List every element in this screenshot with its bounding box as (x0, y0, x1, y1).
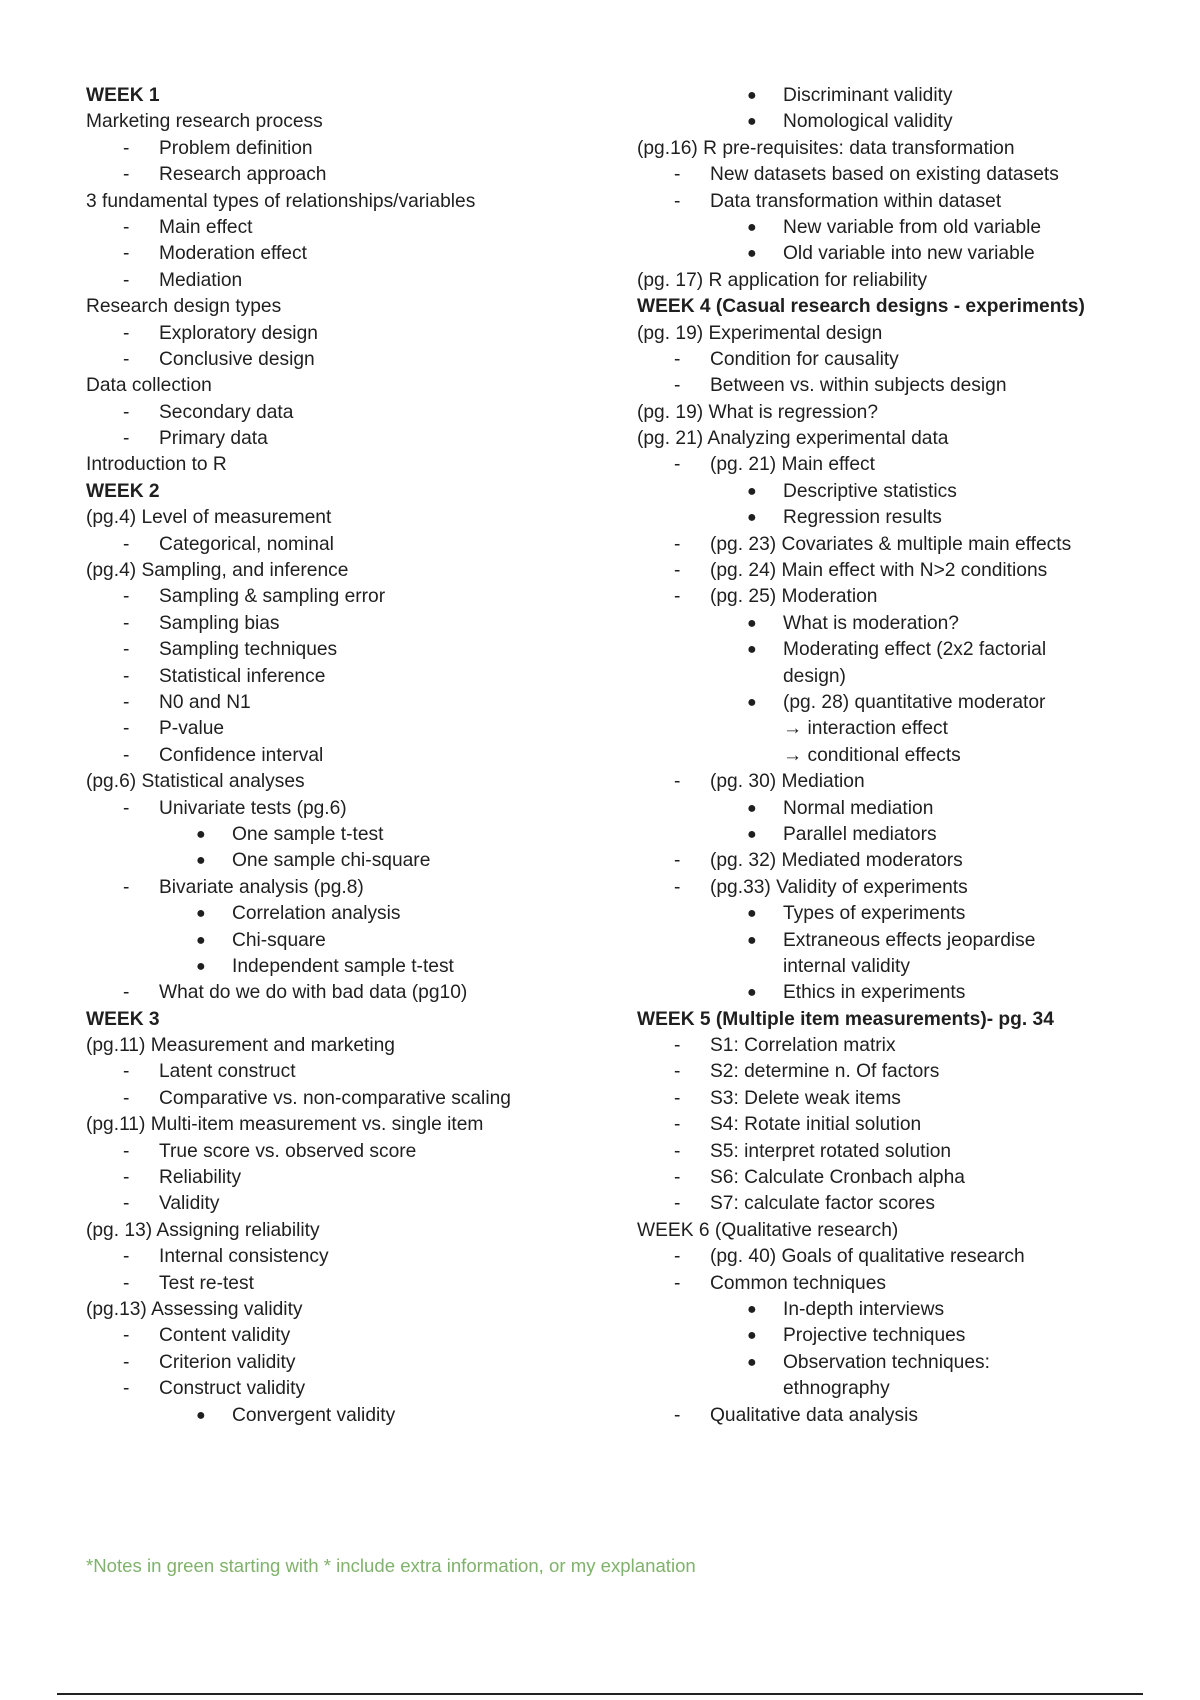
dash-marker: - (674, 375, 681, 397)
dash-list-item (637, 1086, 1177, 1112)
dash-list-item (86, 1244, 626, 1270)
dash-marker: - (123, 243, 130, 265)
item-text: (pg. 13) Assigning reliability (86, 1219, 320, 1241)
topic-heading (86, 373, 626, 399)
dash-list-item (637, 1244, 1177, 1270)
item-text: Exploratory design (159, 322, 318, 344)
dash-marker: - (123, 348, 130, 370)
dash-marker: - (123, 586, 130, 608)
dash-list-item (86, 426, 626, 452)
item-text: Observation techniques: (783, 1351, 990, 1373)
dash-list-item (86, 321, 626, 347)
dash-list-item (637, 532, 1177, 558)
bullet-marker: ● (747, 641, 757, 659)
list-item-continuation (637, 743, 1177, 769)
item-text: Bivariate analysis (pg.8) (159, 876, 364, 898)
topic-heading (86, 189, 626, 215)
item-text: (pg. 30) Mediation (710, 771, 865, 793)
bullet-list-item (86, 1403, 626, 1429)
item-text: S5: interpret rotated solution (710, 1140, 952, 1162)
dash-list-item (86, 1191, 626, 1217)
dash-marker: - (674, 850, 681, 872)
bullet-list-item (637, 109, 1177, 135)
item-text: Convergent validity (232, 1404, 396, 1426)
item-text: WEEK 3 (86, 1008, 160, 1030)
dash-list-item (86, 268, 626, 294)
item-text: Research approach (159, 164, 327, 186)
dash-marker: - (674, 876, 681, 898)
section-heading (86, 1007, 626, 1033)
bullet-list-item (86, 954, 626, 980)
dash-marker: - (674, 1035, 681, 1057)
item-text: (pg.6) Statistical analyses (86, 771, 305, 793)
topic-heading (86, 1112, 626, 1138)
item-text: Projective techniques (783, 1325, 966, 1347)
dash-marker: - (123, 639, 130, 661)
dash-marker: - (674, 1114, 681, 1136)
dash-marker: - (123, 1272, 130, 1294)
dash-list-item (637, 347, 1177, 373)
dash-list-item (637, 1059, 1177, 1085)
item-text: Data collection (86, 375, 212, 397)
dash-marker: - (123, 1167, 130, 1189)
topic-heading (637, 426, 1177, 452)
dash-marker: - (674, 1272, 681, 1294)
dash-list-item (86, 664, 626, 690)
item-text: Descriptive statistics (783, 480, 957, 502)
bullet-marker: ● (747, 1327, 757, 1345)
dash-marker: - (123, 876, 130, 898)
item-text: (pg.16) R pre-requisites: data transformation (637, 137, 1015, 159)
dash-list-item (86, 1059, 626, 1085)
bullet-list-item (86, 822, 626, 848)
item-text: Primary data (159, 428, 268, 450)
dash-list-item (637, 373, 1177, 399)
item-text: (pg. 25) Moderation (710, 586, 878, 608)
dash-list-item (86, 532, 626, 558)
dash-marker: - (123, 269, 130, 291)
item-text: Types of experiments (783, 903, 966, 925)
bullet-list-item (86, 928, 626, 954)
bullet-marker: ● (196, 931, 206, 949)
bullet-marker: ● (747, 113, 757, 131)
item-text: (pg.33) Validity of experiments (710, 876, 968, 898)
item-text: Sampling techniques (159, 639, 338, 661)
item-text: Univariate tests (pg.6) (159, 797, 347, 819)
item-text: S3: Delete weak items (710, 1087, 901, 1109)
bullet-list-item (637, 505, 1177, 531)
dash-marker: - (674, 190, 681, 212)
dash-marker: - (123, 216, 130, 238)
item-text: Latent construct (159, 1061, 296, 1083)
dash-list-item (637, 1139, 1177, 1165)
dash-marker: - (674, 1404, 681, 1426)
bullet-list-item (637, 901, 1177, 927)
topic-heading (86, 769, 626, 795)
dash-marker: - (123, 1193, 130, 1215)
dash-marker: - (674, 348, 681, 370)
dash-list-item (637, 189, 1177, 215)
bullet-list-item (637, 928, 1177, 954)
bullet-list-item (637, 980, 1177, 1006)
dash-marker: - (674, 1193, 681, 1215)
item-text: P-value (159, 718, 225, 740)
dash-list-item (86, 1350, 626, 1376)
bullet-marker: ● (747, 825, 757, 843)
item-text: (pg.13) Assessing validity (86, 1298, 303, 1320)
item-text: (pg. 21) Analyzing experimental data (637, 428, 949, 450)
dash-list-item (637, 1403, 1177, 1429)
topic-heading (86, 1218, 626, 1244)
item-text: Moderating effect (2x2 factorial (783, 639, 1047, 661)
bullet-list-item (637, 637, 1177, 663)
dash-marker: - (674, 1140, 681, 1162)
dash-list-item (86, 1323, 626, 1349)
section-heading (637, 294, 1177, 320)
topic-heading (637, 321, 1177, 347)
dash-list-item (637, 452, 1177, 478)
bullet-marker: ● (196, 825, 206, 843)
dash-list-item (637, 1165, 1177, 1191)
item-text: (pg.11) Measurement and marketing (86, 1035, 395, 1057)
item-text: N0 and N1 (159, 691, 251, 713)
dash-marker: - (123, 1087, 130, 1109)
dash-marker: - (674, 1167, 681, 1189)
dash-list-item (86, 611, 626, 637)
item-text: New datasets based on existing datasets (710, 164, 1059, 186)
dash-marker: - (123, 665, 130, 687)
dash-list-item (86, 743, 626, 769)
dash-marker: - (123, 428, 130, 450)
item-text: WEEK 5 (Multiple item measurements)- pg. 34 (637, 1008, 1054, 1030)
bullet-marker: ● (196, 957, 206, 975)
dash-list-item (86, 584, 626, 610)
topic-heading (637, 400, 1177, 426)
item-text: S1: Correlation matrix (710, 1035, 896, 1057)
item-text: (pg. 19) What is regression? (637, 401, 879, 423)
item-text: → interaction effect (783, 718, 948, 740)
right-column (637, 83, 1177, 1429)
item-text: Between vs. within subjects design (710, 375, 1007, 397)
item-text: S7: calculate factor scores (710, 1193, 936, 1215)
dash-list-item (86, 400, 626, 426)
dash-marker: - (674, 1246, 681, 1268)
bullet-list-item (637, 822, 1177, 848)
bullet-list-item (637, 241, 1177, 267)
dash-marker: - (674, 560, 681, 582)
item-text: design) (783, 665, 846, 687)
dash-list-item (86, 1271, 626, 1297)
bullet-marker: ● (196, 905, 206, 923)
item-text: Old variable into new variable (783, 243, 1035, 265)
list-item-continuation (637, 716, 1177, 742)
bullet-marker: ● (747, 905, 757, 923)
bullet-marker: ● (747, 614, 757, 632)
item-text: S6: Calculate Cronbach alpha (710, 1167, 965, 1189)
dash-list-item (86, 875, 626, 901)
item-text: Main effect (159, 216, 253, 238)
bullet-marker: ● (747, 984, 757, 1002)
item-text: ethnography (783, 1378, 890, 1400)
dash-list-item (86, 215, 626, 241)
item-text: (pg. 40) Goals of qualitative research (710, 1246, 1025, 1268)
item-text: Test re-test (159, 1272, 254, 1294)
dash-marker: - (123, 744, 130, 766)
dash-list-item (86, 980, 626, 1006)
dash-marker: - (674, 454, 681, 476)
item-text: → conditional effects (783, 744, 961, 766)
list-item-continuation (637, 1376, 1177, 1402)
left-column (86, 83, 626, 1429)
item-text: Regression results (783, 507, 942, 529)
dash-marker: - (123, 1351, 130, 1373)
dash-list-item (637, 1271, 1177, 1297)
item-text: WEEK 2 (86, 480, 160, 502)
item-text: Sampling bias (159, 612, 280, 634)
bullet-list-item (86, 848, 626, 874)
topic-heading (637, 136, 1177, 162)
topic-heading (86, 452, 626, 478)
item-text: Qualitative data analysis (710, 1404, 918, 1426)
bullet-list-item (86, 901, 626, 927)
item-text: What do we do with bad data (pg10) (159, 982, 468, 1004)
bullet-marker: ● (196, 852, 206, 870)
item-text: WEEK 4 (Casual research designs - experiments) (637, 296, 1085, 318)
item-text: internal validity (783, 955, 910, 977)
item-text: (pg. 17) R application for reliability (637, 269, 928, 291)
topic-heading (637, 1218, 1177, 1244)
item-text: (pg. 21) Main effect (710, 454, 875, 476)
dash-list-item (637, 769, 1177, 795)
bullet-marker: ● (747, 1353, 757, 1371)
item-text: (pg. 24) Main effect with N>2 conditions (710, 560, 1048, 582)
dash-marker: - (123, 322, 130, 344)
bullet-list-item (637, 611, 1177, 637)
item-text: Sampling & sampling error (159, 586, 386, 608)
dash-list-item (637, 1112, 1177, 1138)
bullet-marker: ● (747, 693, 757, 711)
item-text: Nomological validity (783, 111, 953, 133)
item-text: Data transformation within dataset (710, 190, 1002, 212)
topic-heading (86, 1297, 626, 1323)
section-heading (86, 83, 626, 109)
item-text: WEEK 1 (86, 85, 160, 106)
dash-list-item (637, 848, 1177, 874)
item-text: Comparative vs. non-comparative scaling (159, 1087, 511, 1109)
dash-list-item (637, 162, 1177, 188)
item-text: Confidence interval (159, 744, 324, 766)
item-text: S2: determine n. Of factors (710, 1061, 940, 1083)
item-text: New variable from old variable (783, 216, 1042, 238)
dash-marker: - (123, 401, 130, 423)
item-text: Condition for causality (710, 348, 899, 370)
item-text: WEEK 6 (Qualitative research) (637, 1219, 899, 1241)
dash-marker: - (123, 164, 130, 186)
dash-marker: - (123, 1325, 130, 1347)
dash-list-item (86, 136, 626, 162)
item-text: Discriminant validity (783, 85, 953, 106)
item-text: (pg. 28) quantitative moderator (783, 691, 1046, 713)
dash-list-item (637, 875, 1177, 901)
bullet-list-item (637, 1323, 1177, 1349)
item-text: (pg. 32) Mediated moderators (710, 850, 963, 872)
dash-marker: - (674, 1087, 681, 1109)
item-text: Mediation (159, 269, 243, 291)
topic-heading (637, 268, 1177, 294)
topic-heading (86, 1033, 626, 1059)
dash-list-item (86, 690, 626, 716)
dash-list-item (637, 584, 1177, 610)
list-item-continuation (637, 954, 1177, 980)
section-heading (637, 1007, 1177, 1033)
item-text: (pg.4) Level of measurement (86, 507, 332, 529)
item-text: Normal mediation (783, 797, 934, 819)
item-text: Independent sample t-test (232, 955, 454, 977)
item-text: Moderation effect (159, 243, 307, 265)
bullet-list-item (637, 1350, 1177, 1376)
item-text: In-depth interviews (783, 1298, 945, 1320)
item-text: Statistical inference (159, 665, 326, 687)
bullet-marker: ● (747, 245, 757, 263)
dash-marker: - (123, 137, 130, 159)
item-text: Correlation analysis (232, 903, 401, 925)
dash-list-item (86, 1165, 626, 1191)
dash-marker: - (674, 164, 681, 186)
item-text: Criterion validity (159, 1351, 296, 1373)
item-text: Ethics in experiments (783, 982, 966, 1004)
bullet-list-item (637, 479, 1177, 505)
item-text: Categorical, nominal (159, 533, 334, 555)
dash-marker: - (123, 1246, 130, 1268)
dash-marker: - (123, 533, 130, 555)
footer-note: *Notes in green starting with * include extra information, or my explanation (86, 1555, 696, 1576)
bullet-marker: ● (747, 931, 757, 949)
item-text: Parallel mediators (783, 823, 937, 845)
dash-list-item (86, 1139, 626, 1165)
dash-marker: - (674, 586, 681, 608)
bullet-marker: ● (747, 509, 757, 527)
dash-list-item (86, 1086, 626, 1112)
item-text: Secondary data (159, 401, 294, 423)
bullet-marker: ● (196, 1406, 206, 1424)
dash-marker: - (123, 1140, 130, 1162)
item-text: S4: Rotate initial solution (710, 1114, 922, 1136)
bullet-marker: ● (747, 482, 757, 500)
dash-list-item (637, 1033, 1177, 1059)
dash-marker: - (674, 533, 681, 555)
dash-list-item (86, 637, 626, 663)
bullet-marker: ● (747, 1300, 757, 1318)
item-text: (pg.4) Sampling, and inference (86, 560, 349, 582)
item-text: Extraneous effects jeopardise (783, 929, 1036, 951)
item-text: Introduction to R (86, 454, 227, 476)
dash-list-item (86, 162, 626, 188)
list-item-continuation (637, 664, 1177, 690)
item-text: 3 fundamental types of relationships/variables (86, 190, 476, 212)
bullet-marker: ● (747, 87, 757, 104)
item-text: Marketing research process (86, 111, 323, 133)
dash-list-item (637, 1191, 1177, 1217)
dash-list-item (86, 716, 626, 742)
topic-heading (86, 505, 626, 531)
dash-list-item (86, 1376, 626, 1402)
item-text: Reliability (159, 1167, 242, 1189)
topic-heading (86, 109, 626, 135)
bullet-list-item (637, 1297, 1177, 1323)
dash-marker: - (674, 771, 681, 793)
bottom-rule (57, 1693, 1143, 1695)
item-text: Research design types (86, 296, 282, 318)
item-text: Chi-square (232, 929, 326, 951)
dash-marker: - (123, 797, 130, 819)
bullet-list-item (637, 796, 1177, 822)
item-text: Construct validity (159, 1378, 306, 1400)
item-text: (pg.11) Multi-item measurement vs. single item (86, 1114, 484, 1136)
item-text: Internal consistency (159, 1246, 329, 1268)
topic-heading (86, 294, 626, 320)
bullet-list-item (637, 215, 1177, 241)
item-text: What is moderation? (783, 612, 959, 634)
dash-list-item (86, 241, 626, 267)
dash-marker: - (123, 1061, 130, 1083)
item-text: (pg. 19) Experimental design (637, 322, 883, 344)
item-text: Validity (159, 1193, 220, 1215)
bullet-list-item (637, 690, 1177, 716)
dash-marker: - (674, 1061, 681, 1083)
item-text: Content validity (159, 1325, 291, 1347)
dash-marker: - (123, 1378, 130, 1400)
topic-heading (86, 558, 626, 584)
bullet-marker: ● (747, 799, 757, 817)
bullet-list-item (637, 83, 1177, 109)
section-heading (86, 479, 626, 505)
item-text: One sample chi-square (232, 850, 431, 872)
item-text: Conclusive design (159, 348, 315, 370)
item-text: Problem definition (159, 137, 313, 159)
item-text: True score vs. observed score (159, 1140, 417, 1162)
item-text: (pg. 23) Covariates & multiple main effects (710, 533, 1072, 555)
item-text: Common techniques (710, 1272, 886, 1294)
bullet-marker: ● (747, 218, 757, 236)
dash-marker: - (123, 718, 130, 740)
dash-marker: - (123, 612, 130, 634)
dash-list-item (86, 796, 626, 822)
dash-marker: - (123, 982, 130, 1004)
dash-marker: - (123, 691, 130, 713)
item-text: One sample t-test (232, 823, 384, 845)
dash-list-item (637, 558, 1177, 584)
dash-list-item (86, 347, 626, 373)
